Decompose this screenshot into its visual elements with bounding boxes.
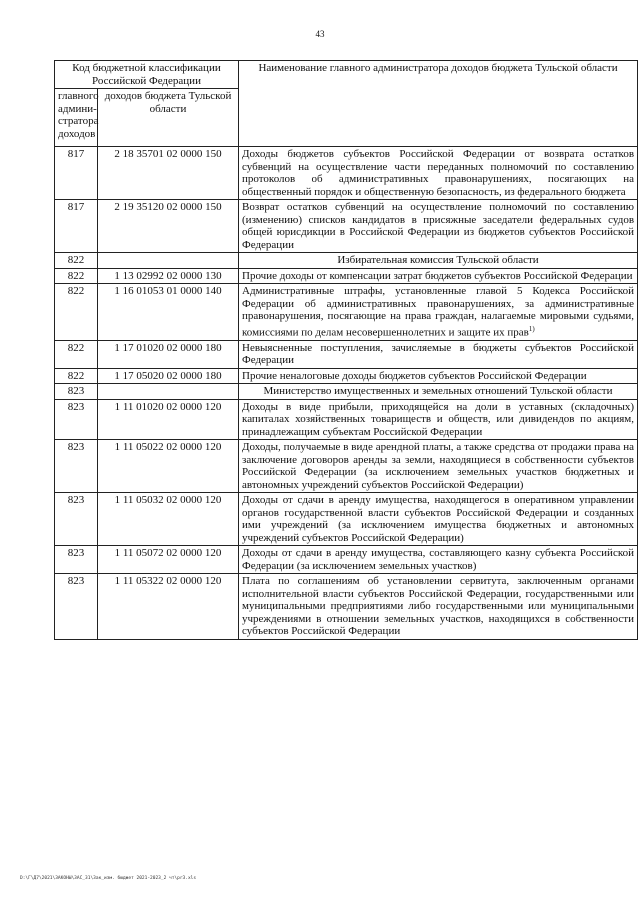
income-name-cell: [239, 546, 638, 574]
table-header: [55, 61, 638, 147]
income-name-cell: [239, 200, 638, 253]
income-name-text: Прочие доходы от компенсации затрат бюджетов субъектов Российской Федерации: [242, 269, 633, 282]
page-number: 43: [315, 29, 325, 39]
header-income-column: доходов бюджета Тульской области: [98, 89, 239, 147]
admin-code-cell: 823: [55, 493, 98, 546]
table-row: [55, 546, 638, 574]
income-name-text: Возврат остатков субвенций на осуществление полномочий по составлению (изменению) списков кандидатов в присяжные заседатели федеральных судов общей юрисдикции в Российской Федерации из бюджетов субъектов Российской Федерации: [242, 201, 635, 251]
income-code-cell: 1 17 05020 02 0000 180: [98, 368, 239, 384]
budget-classification-table: [54, 60, 638, 640]
income-name-cell: [239, 284, 638, 341]
table-row: [55, 399, 638, 440]
income-name-text: Доходы, получаемые в виде арендной платы, а также средства от продажи права на заключение договоров аренды за земли, находящиеся в собственности субъектов Российской Федерации (за исключением земельных участков бюджетных и автономных учреждений субъектов Российской Федерации): [242, 441, 635, 491]
admin-code-cell: 823: [55, 399, 98, 440]
income-name-text: Невыясненные поступления, зачисляемые в бюджеты субъектов Российской Федерации: [242, 341, 635, 367]
table-row: [55, 368, 638, 384]
admin-code-cell: 823: [55, 546, 98, 574]
income-code-cell: 1 11 05072 02 0000 120: [98, 546, 239, 574]
income-name-cell: [239, 147, 638, 200]
income-code-cell: [98, 253, 239, 269]
table-row: [55, 493, 638, 546]
admin-code-cell: 822: [55, 340, 98, 368]
income-name-cell: [239, 368, 638, 384]
footnote-marker: 1): [528, 324, 535, 333]
footer-file-path: D:\Г\Д7\2021\ЗАКОНЫ\ЗАС_31\Зак_изм. бюджет 2021-2023_2 чт\pr3.xls: [20, 876, 197, 881]
header-code-group: Код бюджетной классификации Российской Федерации: [55, 61, 239, 89]
income-code-cell: 1 11 05022 02 0000 120: [98, 440, 239, 493]
income-code-cell: 1 17 01020 02 0000 180: [98, 340, 239, 368]
header-admin-column: главного админи-стратора доходов: [55, 89, 98, 147]
income-name-cell: [239, 399, 638, 440]
admin-code-cell: 823: [55, 384, 98, 400]
income-name-text: Доходы от сдачи в аренду имущества, находящегося в оперативном управлении органов государственной власти субъектов Российской Федерации и созданных ими учреждений (за исключением имущества бюджетных и автономных учреждений субъектов Российской Федерации): [242, 494, 635, 544]
income-code-cell: [98, 384, 239, 400]
income-name-text: Доходы бюджетов субъектов Российской Федерации от возврата остатков субвенций на осуществление части переданных полномочий по составлению протоколов об административных правонарушениях, посягающих на общественный порядок и общественную безопасность, из федерального бюджета: [242, 148, 635, 198]
table-row: [55, 200, 638, 253]
income-name-cell: [239, 440, 638, 493]
admin-code-cell: 817: [55, 200, 98, 253]
administrator-section-title: [239, 384, 638, 400]
income-code-cell: 1 16 01053 01 0000 140: [98, 284, 239, 341]
admin-code-cell: 822: [55, 368, 98, 384]
income-name-text: Плата по соглашениям об установлении сервитута, заключенным органами исполнительной власти субъектов Российской Федерации, государственными или муниципальными предприятиями либо государственными или муниципальными учреждениями в отношении земельных участков, находящихся в собственности субъектов Российской Федерации: [242, 575, 635, 638]
income-name-cell: [239, 340, 638, 368]
admin-code-cell: 822: [55, 268, 98, 284]
income-name-text: Министерство имущественных и земельных отношений Тульской области: [263, 385, 613, 398]
table-row: [55, 253, 638, 269]
table-body: [55, 147, 638, 640]
admin-code-cell: 823: [55, 574, 98, 640]
income-name-text: Доходы в виде прибыли, приходящейся на доли в уставных (складочных) капиталах хозяйственных товариществ и обществ, или дивидендов по акциям, принадлежащим субъектам Российской Федерации: [242, 400, 635, 438]
table-row: [55, 340, 638, 368]
income-name-cell: [239, 574, 638, 640]
table-row: [55, 147, 638, 200]
income-code-cell: 2 18 35701 02 0000 150: [98, 147, 239, 200]
table-row: [55, 284, 638, 341]
income-name-cell: [239, 268, 638, 284]
admin-code-cell: 817: [55, 147, 98, 200]
income-code-cell: 1 11 01020 02 0000 120: [98, 399, 239, 440]
table-row: [55, 268, 638, 284]
administrator-section-title: [239, 253, 638, 269]
header-name-column: Наименование главного администратора доходов бюджета Тульской области: [239, 61, 638, 147]
income-name-text: Административные штрафы, установленные главой 5 Кодекса Российской Федерации об административных правонарушениях, за административные правонарушения, посягающие на права граждан, налагаемые мировыми судьями, комиссиями по делам несовершеннолетних и защите их прав: [242, 285, 635, 339]
table-row: [55, 440, 638, 493]
admin-code-cell: 822: [55, 253, 98, 269]
income-name-text: Прочие неналоговые доходы бюджетов субъектов Российской Федерации: [242, 369, 587, 382]
income-code-cell: 1 11 05032 02 0000 120: [98, 493, 239, 546]
income-code-cell: 1 11 05322 02 0000 120: [98, 574, 239, 640]
income-code-cell: 1 13 02992 02 0000 130: [98, 268, 239, 284]
income-name-text: Избирательная комиссия Тульской области: [337, 254, 539, 266]
table-row: [55, 384, 638, 400]
income-name-cell: [239, 493, 638, 546]
table-row: [55, 574, 638, 640]
income-name-text: Доходы от сдачи в аренду имущества, составляющего казну субъекта Российской Федерации (за исключением земельных участков): [242, 547, 635, 572]
admin-code-cell: 823: [55, 440, 98, 493]
income-code-cell: 2 19 35120 02 0000 150: [98, 200, 239, 253]
admin-code-cell: 822: [55, 284, 98, 341]
